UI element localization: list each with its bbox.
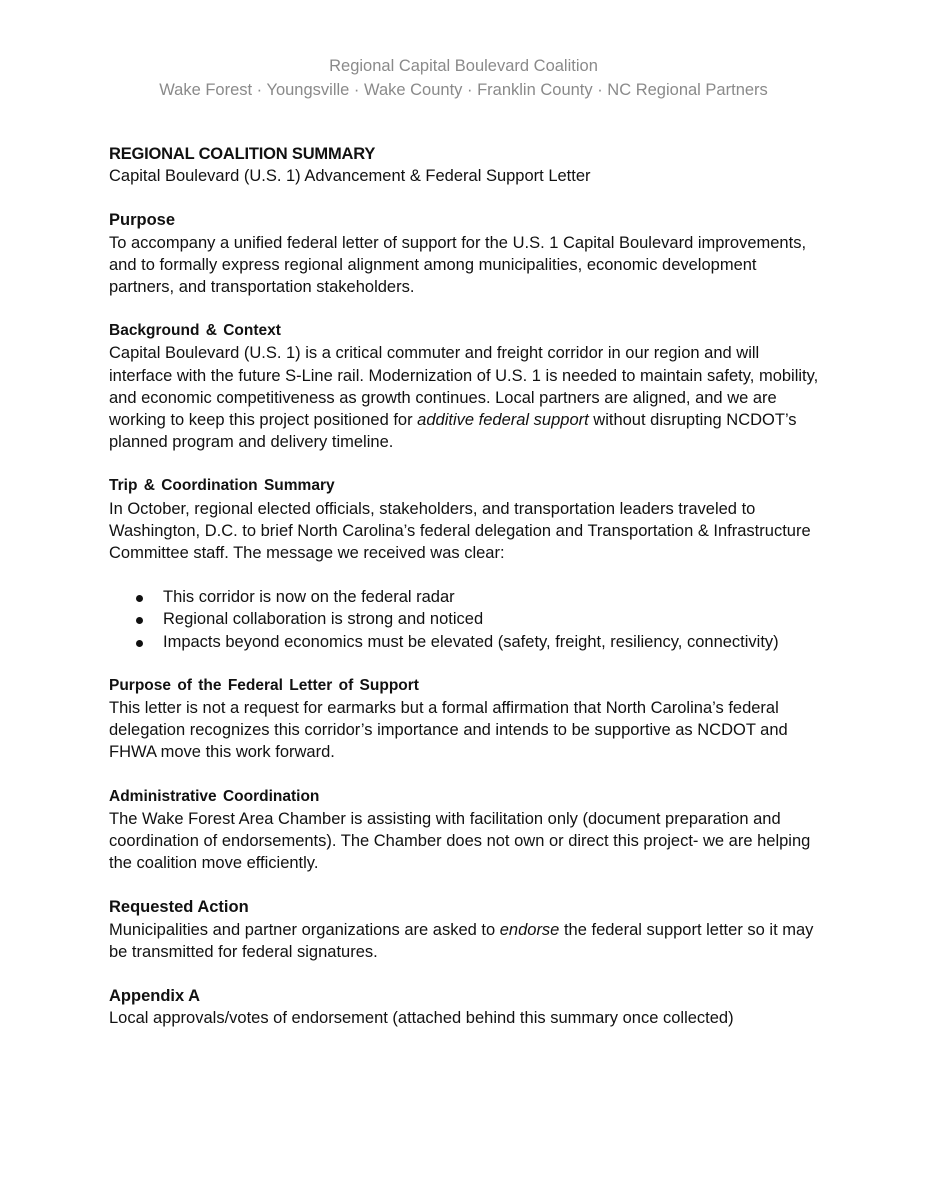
background-text-part: Capital Boulevard (U.S. 1) is a critical commuter and freight corridor in our region and will interface with the future S-Line rail. Modernization of U.S. 1 is needed to maintain safety, mobility, and economic competitiveness as growth continues. Local partners are aligned, and we are working to keep this project positioned for: [109, 344, 819, 430]
section-heading-requested-action: Requested Action: [109, 898, 249, 917]
section-purpose: [109, 209, 821, 298]
bullet-text: This corridor is now on the federal radar: [163, 588, 455, 607]
section-heading-background: Background & Context: [109, 322, 281, 340]
bullet-text: Impacts beyond economics must be elevated (safety, freight, resiliency, connectivity): [163, 632, 779, 651]
letterhead: [0, 54, 927, 102]
section-text-federal-letter: This letter is not a request for earmarks but a formal affirmation that North Carolina’s federal delegation recognizes this corridor’s importance and intends to be supportive as NCDOT and FHWA move this work forward.: [109, 699, 788, 762]
requested-text-part: Municipalities and partner organizations are asked to: [109, 920, 500, 939]
letterhead-organization: Regional Capital Boulevard Coalition: [329, 57, 598, 75]
section-text-admin: The Wake Forest Area Chamber is assisting with facilitation only (document preparation and coordination of endorsements). The Chamber does not own or direct this project- we are helping the coalition move efficiently.: [109, 809, 811, 873]
bullet-item: [109, 586, 821, 608]
document-title: REGIONAL COALITION SUMMARY: [109, 145, 376, 163]
section-text-trip: In October, regional elected officials, stakeholders, and transportation leaders traveled to Washington, D.C. to brief North Carolina’s federal delegation and Transportation & Infrastructure Committee staff. The message we received was clear:: [109, 499, 811, 563]
bullet-icon: [136, 595, 143, 602]
bullet-icon: [136, 617, 143, 624]
section-text-requested-action: [109, 919, 821, 963]
section-background: [109, 320, 821, 453]
section-trip: [109, 475, 821, 652]
letterhead-members: Wake Forest · Youngsville · Wake County · Franklin County · NC Regional Partners: [159, 81, 768, 99]
section-requested-action: [109, 896, 821, 963]
section-federal-letter: [109, 675, 821, 764]
document-subtitle: Capital Boulevard (U.S. 1) Advancement & Federal Support Letter: [109, 167, 591, 186]
bullet-icon: [136, 640, 143, 647]
section-heading-admin: Administrative Coordination: [109, 787, 320, 805]
requested-text-part: the federal support letter so it may be transmitted for federal signatures.: [109, 920, 814, 961]
background-emphasis: additive federal support: [417, 411, 589, 430]
section-text-appendix: Local approvals/votes of endorsement (attached behind this summary once collected): [109, 1009, 734, 1028]
bullet-item: [109, 608, 821, 630]
document-body: [109, 143, 821, 1030]
background-text-part: without disrupting NCDOT’s planned program and delivery timeline.: [109, 411, 797, 452]
section-text-background: [109, 342, 821, 453]
trip-bullet-list: [109, 586, 821, 653]
section-heading-purpose: Purpose: [109, 211, 176, 230]
section-text-purpose: To accompany a unified federal letter of support for the U.S. 1 Capital Boulevard improvements, and to formally express regional alignment among municipalities, economic development partners, and transportation stakeholders.: [109, 233, 807, 297]
section-heading-trip: Trip & Coordination Summary: [109, 477, 335, 495]
requested-emphasis: endorse: [499, 920, 560, 939]
section-appendix: [109, 985, 821, 1029]
section-heading-appendix: Appendix A: [109, 987, 201, 1006]
bullet-text: Regional collaboration is strong and noticed: [163, 610, 484, 629]
bullet-item: [109, 631, 821, 653]
section-admin: [109, 786, 821, 875]
section-heading-federal-letter: Purpose of the Federal Letter of Support: [109, 676, 419, 694]
